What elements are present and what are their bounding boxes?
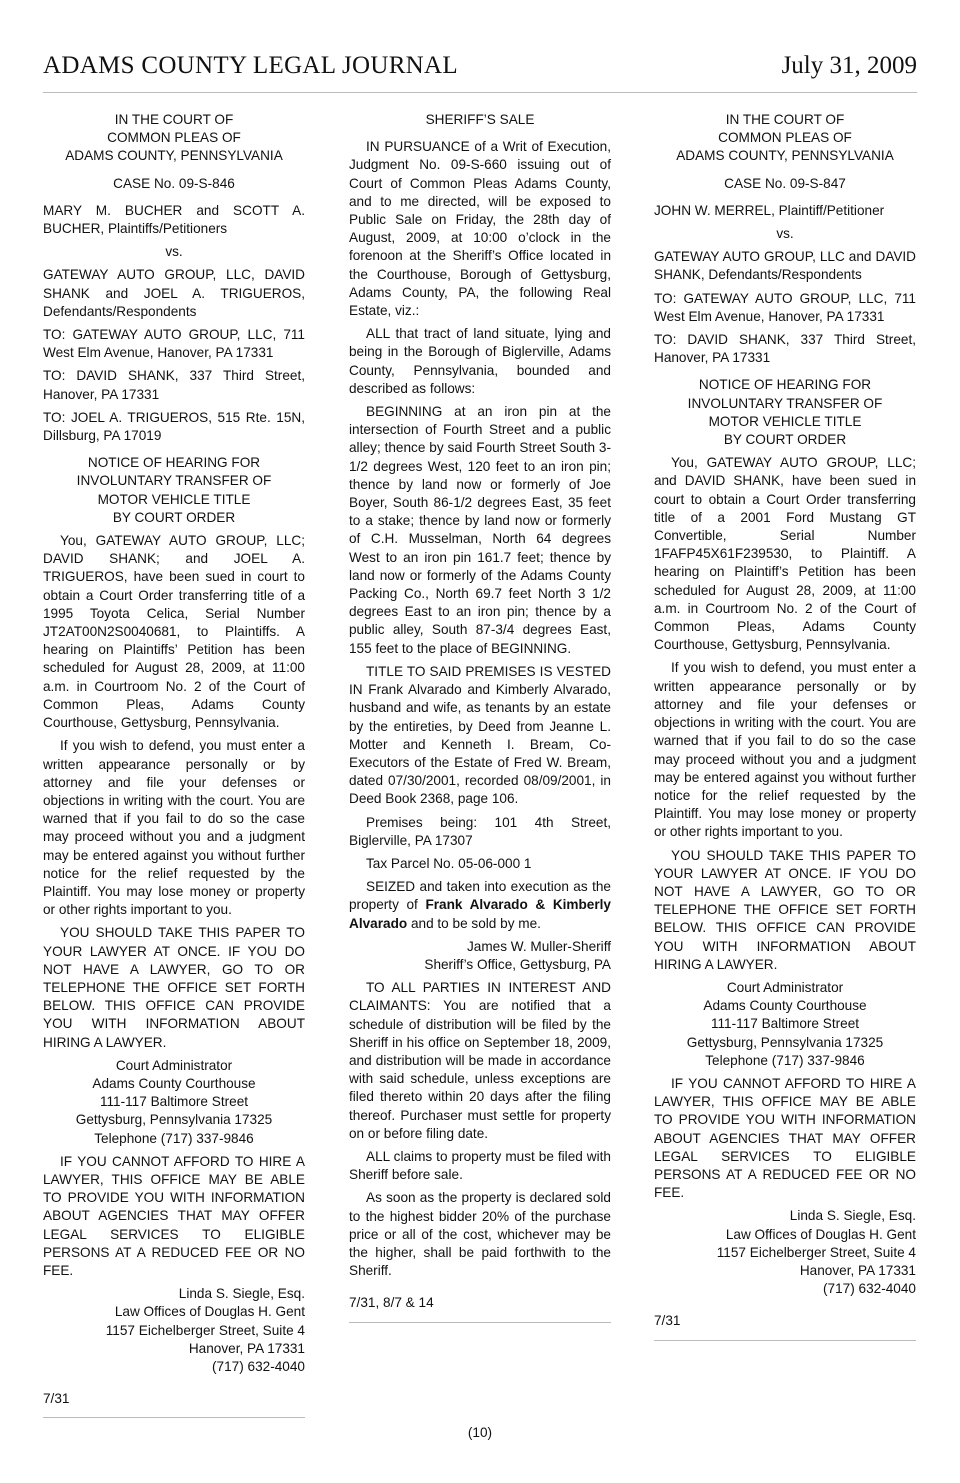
addressee: TO: GATEWAY AUTO GROUP, LLC, 711 West Elm Avenue, Hanover, PA 17331 [43,327,305,361]
court-heading-line: ADAMS COUNTY, PENNSYLVANIA [65,148,283,164]
notice-paragraph: If you wish to defend, you must enter a written appearance personally or by attorney and file your defenses or objections in writing with the court. You are warned that if you fail to do so the case may proceed without you and a judgment may be entered against you without further notice for the relief requested by the Plaintiff. You may lose money or property or other rights important to you. [654,660,916,840]
addressee: TO: JOEL A. TRIGUEROS, 515 Rte. 15N, Dillsburg, PA 17019 [43,409,305,444]
addressee: TO: DAVID SHANK, 337 Third Street, Hanover, PA 17331 [654,332,916,366]
court-heading-line: COMMON PLEAS OF [107,130,241,146]
seizure-paragraph [349,878,611,933]
sale-paragraph: As soon as the property is declared sold to the highest bidder 20% of the purchase price or all of the cost, whichever may be the higher, shall be paid forthwith to the Sheriff. [349,1190,611,1279]
case-number: CASE No. 09-S-846 [113,175,235,191]
notice-paragraph: IF YOU CANNOT AFFORD TO HIRE A LAWYER, THIS OFFICE MAY BE ABLE TO PROVIDE YOU WITH INFORMATION ABOUT AGENCIES THAT MAY OFFER LEGAL SERVICES TO ELIGIBLE PERSONS AT A REDUCED FEE OR NO FEE. [654,1075,916,1201]
sheriff-signature [349,938,611,974]
notice-paragraph: YOU SHOULD TAKE THIS PAPER TO YOUR LAWYER AT ONCE. IF YOU DO NOT HAVE A LAWYER, GO TO OR TELEPHONE THE OFFICE SET FORTH BELOW. THIS OFFICE CAN PROVIDE YOU WITH INFORMATION ABOUT HIRING A LAWYER. [654,847,916,972]
admin-line: Adams County Courthouse [703,998,867,1014]
publication-date: 7/31, 8/7 & 14 [349,1295,434,1311]
admin-line: Court Administrator [726,979,844,995]
notice-paragraph: IF YOU CANNOT AFFORD TO HIRE A LAWYER, THIS OFFICE MAY BE ABLE TO PROVIDE YOU WITH INFORMATION ABOUT AGENCIES THAT MAY OFFER LEGAL SERVICES TO ELIGIBLE PERSONS AT A REDUCED FEE OR NO FEE. [43,1153,305,1278]
notice-title-line: MOTOR VEHICLE TITLE [708,413,862,429]
column-divider [654,1340,916,1341]
plaintiffs: MARY M. BUCHER and SCOTT A. BUCHER, Plaintiffs/Petitioners [43,202,305,237]
property-owners: Frank Alvarado & Kimberly Alvarado [349,897,611,931]
publication-date: 7/31 [43,1391,70,1407]
column-divider [43,1417,305,1418]
signature-line: Linda S. Siegle, Esq. [178,1286,305,1302]
seizure-text: SEIZED and taken into execution as the property of [349,879,611,913]
signature-line: Hanover, PA 17331 [188,1340,305,1356]
issue-date: July 31, 2009 [781,52,917,79]
admin-line: Gettysburg, Pennsylvania 17325 [686,1034,884,1050]
journal-title: ADAMS COUNTY LEGAL JOURNAL [43,52,458,79]
addressee: TO: DAVID SHANK, 337 Third Street, Hanover, PA 17331 [43,368,305,402]
notice-title-line: NOTICE OF HEARING FOR [87,455,261,471]
notice-case-846 [43,111,305,1418]
court-administrator-block [654,979,916,1070]
case-number: CASE No. 09-S-847 [724,175,846,191]
section-title: SHERIFF’S SALE [425,112,535,127]
signature-line: 1157 Eichelberger Street, Suite 4 [716,1244,916,1260]
notice-title [654,376,916,449]
page-number: (10) [467,1425,493,1440]
signature-line: (717) 632-4040 [823,1281,916,1297]
notice-title-line: BY COURT ORDER [112,509,236,525]
admin-line: 111-117 Baltimore Street [710,1016,860,1032]
seizure-text: and to be sold by me. [407,915,541,931]
sale-paragraph: ALL that tract of land situate, lying and being in the Borough of Biglerville, Adams County, Pennsylvania, bounded and described as follows: [349,326,611,396]
defendants: GATEWAY AUTO GROUP, LLC and DAVID SHANK, Defendants/Respondents [654,249,916,283]
court-heading-line: COMMON PLEAS OF [718,130,852,146]
notice-title-line: NOTICE OF HEARING FOR [698,377,872,393]
court-heading [43,111,305,166]
signature-line: Law Offices of Douglas H. Gent [114,1304,305,1320]
notice-paragraph: If you wish to defend, you must enter a written appearance personally or by attorney and file your defenses or objections in writing with the court. You are warned that if you fail to do so the case may proceed without you and a judgment may be entered against you without further notice for the relief requested by the Plaintiff. You may lose money or property or other rights important to you. [43,738,305,918]
publication-date: 7/31 [654,1313,681,1329]
sheriffs-sale-notice [349,111,611,1323]
admin-line: 111-117 Baltimore Street [99,1094,249,1110]
admin-line: Gettysburg, Pennsylvania 17325 [75,1112,273,1128]
sale-paragraph: TITLE TO SAID PREMISES IS VESTED IN Frank Alvarado and Kimberly Alvarado, husband and wife, as tenants by an estate by the entireties, by Deed from Jeanne L. Motter and Kenneth I. Bream, Co-Executors of the Estate of Fred W. Bream, dated 07/30/2001, recorded 08/09/2001, in Deed Book 2368, page 106. [349,663,611,807]
sale-paragraph: BEGINNING at an iron pin at the intersection of Fourth Street and a public alley; thence by said Fourth Street South 3-1/2 degrees West, 120 feet to an iron pin; thence by land now or formerly of Joe Boyer, South 86-1/2 degrees East, 35 feet to a stake; thence by land now or formerly of C.H. Musselman, North 64 degrees West to an iron pin 161.7 feet; thence by land now or formerly of the Adams County Packing Co., North 69.7 feet North 3 1/2 degrees East to an iron pin; thence by a public alley, South 87-3/4 degrees East, 155 feet to the place of BEGINNING. [349,404,611,656]
signature-line: Sheriff’s Office, Gettysburg, PA [424,956,611,972]
signature-line: James W. Muller-Sheriff [466,938,611,954]
court-heading-line: IN THE COURT OF [114,112,234,127]
admin-line: Telephone (717) 337-9846 [94,1130,254,1146]
admin-line: Court Administrator [115,1057,233,1073]
admin-line: Telephone (717) 337-9846 [705,1052,865,1068]
signature-line: (717) 632-4040 [212,1359,305,1374]
notice-title-line: BY COURT ORDER [723,432,847,448]
signature-line: Linda S. Siegle, Esq. [789,1208,916,1224]
court-heading-line: ADAMS COUNTY, PENNSYLVANIA [676,148,894,164]
sale-paragraph: TO ALL PARTIES IN INTEREST AND CLAIMANTS: You are notified that a schedule of distribution will be filed by the Sheriff in his office on September 18, 2009, and distribution will be made in accordance with said schedule, unless exceptions are filed thereto within 20 days after the filing thereof. Purchaser must settle for property on or before filing date. [349,980,611,1141]
defendants: GATEWAY AUTO GROUP, LLC, DAVID SHANK and JOEL A. TRIGUEROS, Defendants/Respondents [43,267,305,319]
signature-line: 1157 Eichelberger Street, Suite 4 [105,1322,305,1338]
sale-paragraph: IN PURSUANCE of a Writ of Execution, Judgment No. 09-S-660 issuing out of Court of Common Pleas Adams County, and to me directed, will be exposed to Public Sale on Friday, the 28th day of August, 2009, at 10:00 o’clock in the forenoon at the Sheriff’s Office located in the Courthouse, Borough of Gettysburg, Adams County, PA, the following Real Estate, viz.: [349,139,611,319]
premises-address: Premises being: 101 4th Street, Biglerville, PA 17307 [349,814,611,848]
notice-title-line: INVOLUNTARY TRANSFER OF [687,395,883,411]
notice-case-847 [654,111,916,1341]
admin-line: Adams County Courthouse [92,1075,256,1091]
page-header [43,52,917,93]
plaintiffs: JOHN W. MERREL, Plaintiff/Petitioner [654,202,885,218]
notice-paragraph: YOU SHOULD TAKE THIS PAPER TO YOUR LAWYER AT ONCE. IF YOU DO NOT HAVE A LAWYER, GO TO OR TELEPHONE THE OFFICE SET FORTH BELOW. THIS OFFICE CAN PROVIDE YOU WITH INFORMATION ABOUT HIRING A LAWYER. [43,925,305,1050]
signature-line: Hanover, PA 17331 [799,1262,916,1278]
notice-paragraph: You, GATEWAY AUTO GROUP, LLC; DAVID SHANK; and JOEL A. TRIGUEROS, have been sued in court to obtain a Court Order transferring title of a 1995 Toyota Celica, Serial Number JT2AT00N2S0040681, to Plaintiffs. A hearing on Plaintiffs’ Petition has been scheduled for August 28, 2009, at 11:00 a.m. in Courtroom No. 2 of the Court of Common Pleas, Adams County Courthouse, Gettysburg, Pennsylvania. [43,533,305,731]
notice-title-line: INVOLUNTARY TRANSFER OF [76,473,272,489]
attorney-signature [654,1207,916,1298]
versus: vs. [776,226,794,242]
tax-parcel: Tax Parcel No. 05-06-000 1 [366,855,532,871]
column-divider [349,1322,611,1323]
court-administrator-block [43,1057,305,1148]
signature-line: Law Offices of Douglas H. Gent [725,1226,916,1242]
court-heading [654,111,916,166]
versus: vs. [165,244,183,260]
addressee: TO: GATEWAY AUTO GROUP, LLC, 711 West Elm Avenue, Hanover, PA 17331 [654,290,916,324]
sale-paragraph: ALL claims to property must be filed with Sheriff before sale. [349,1148,611,1183]
notice-title [43,454,305,527]
attorney-signature [43,1285,305,1376]
notice-title-line: MOTOR VEHICLE TITLE [97,491,251,507]
court-heading-line: IN THE COURT OF [725,112,845,127]
notice-paragraph: You, GATEWAY AUTO GROUP, LLC; and DAVID SHANK, have been sued in court to obtain a Court Order transferring title of a 2001 Ford Mustang GT Convertible, Serial Number 1FAFP45X61F239530, to Plaintiff. A hearing on Plaintiff’s Petition has been scheduled for August 28, 2009, at 11:00 a.m. in Courtroom No. 2 of the Court of Common Pleas, Adams County Courthouse, Gettysburg, Pennsylvania. [654,455,916,653]
